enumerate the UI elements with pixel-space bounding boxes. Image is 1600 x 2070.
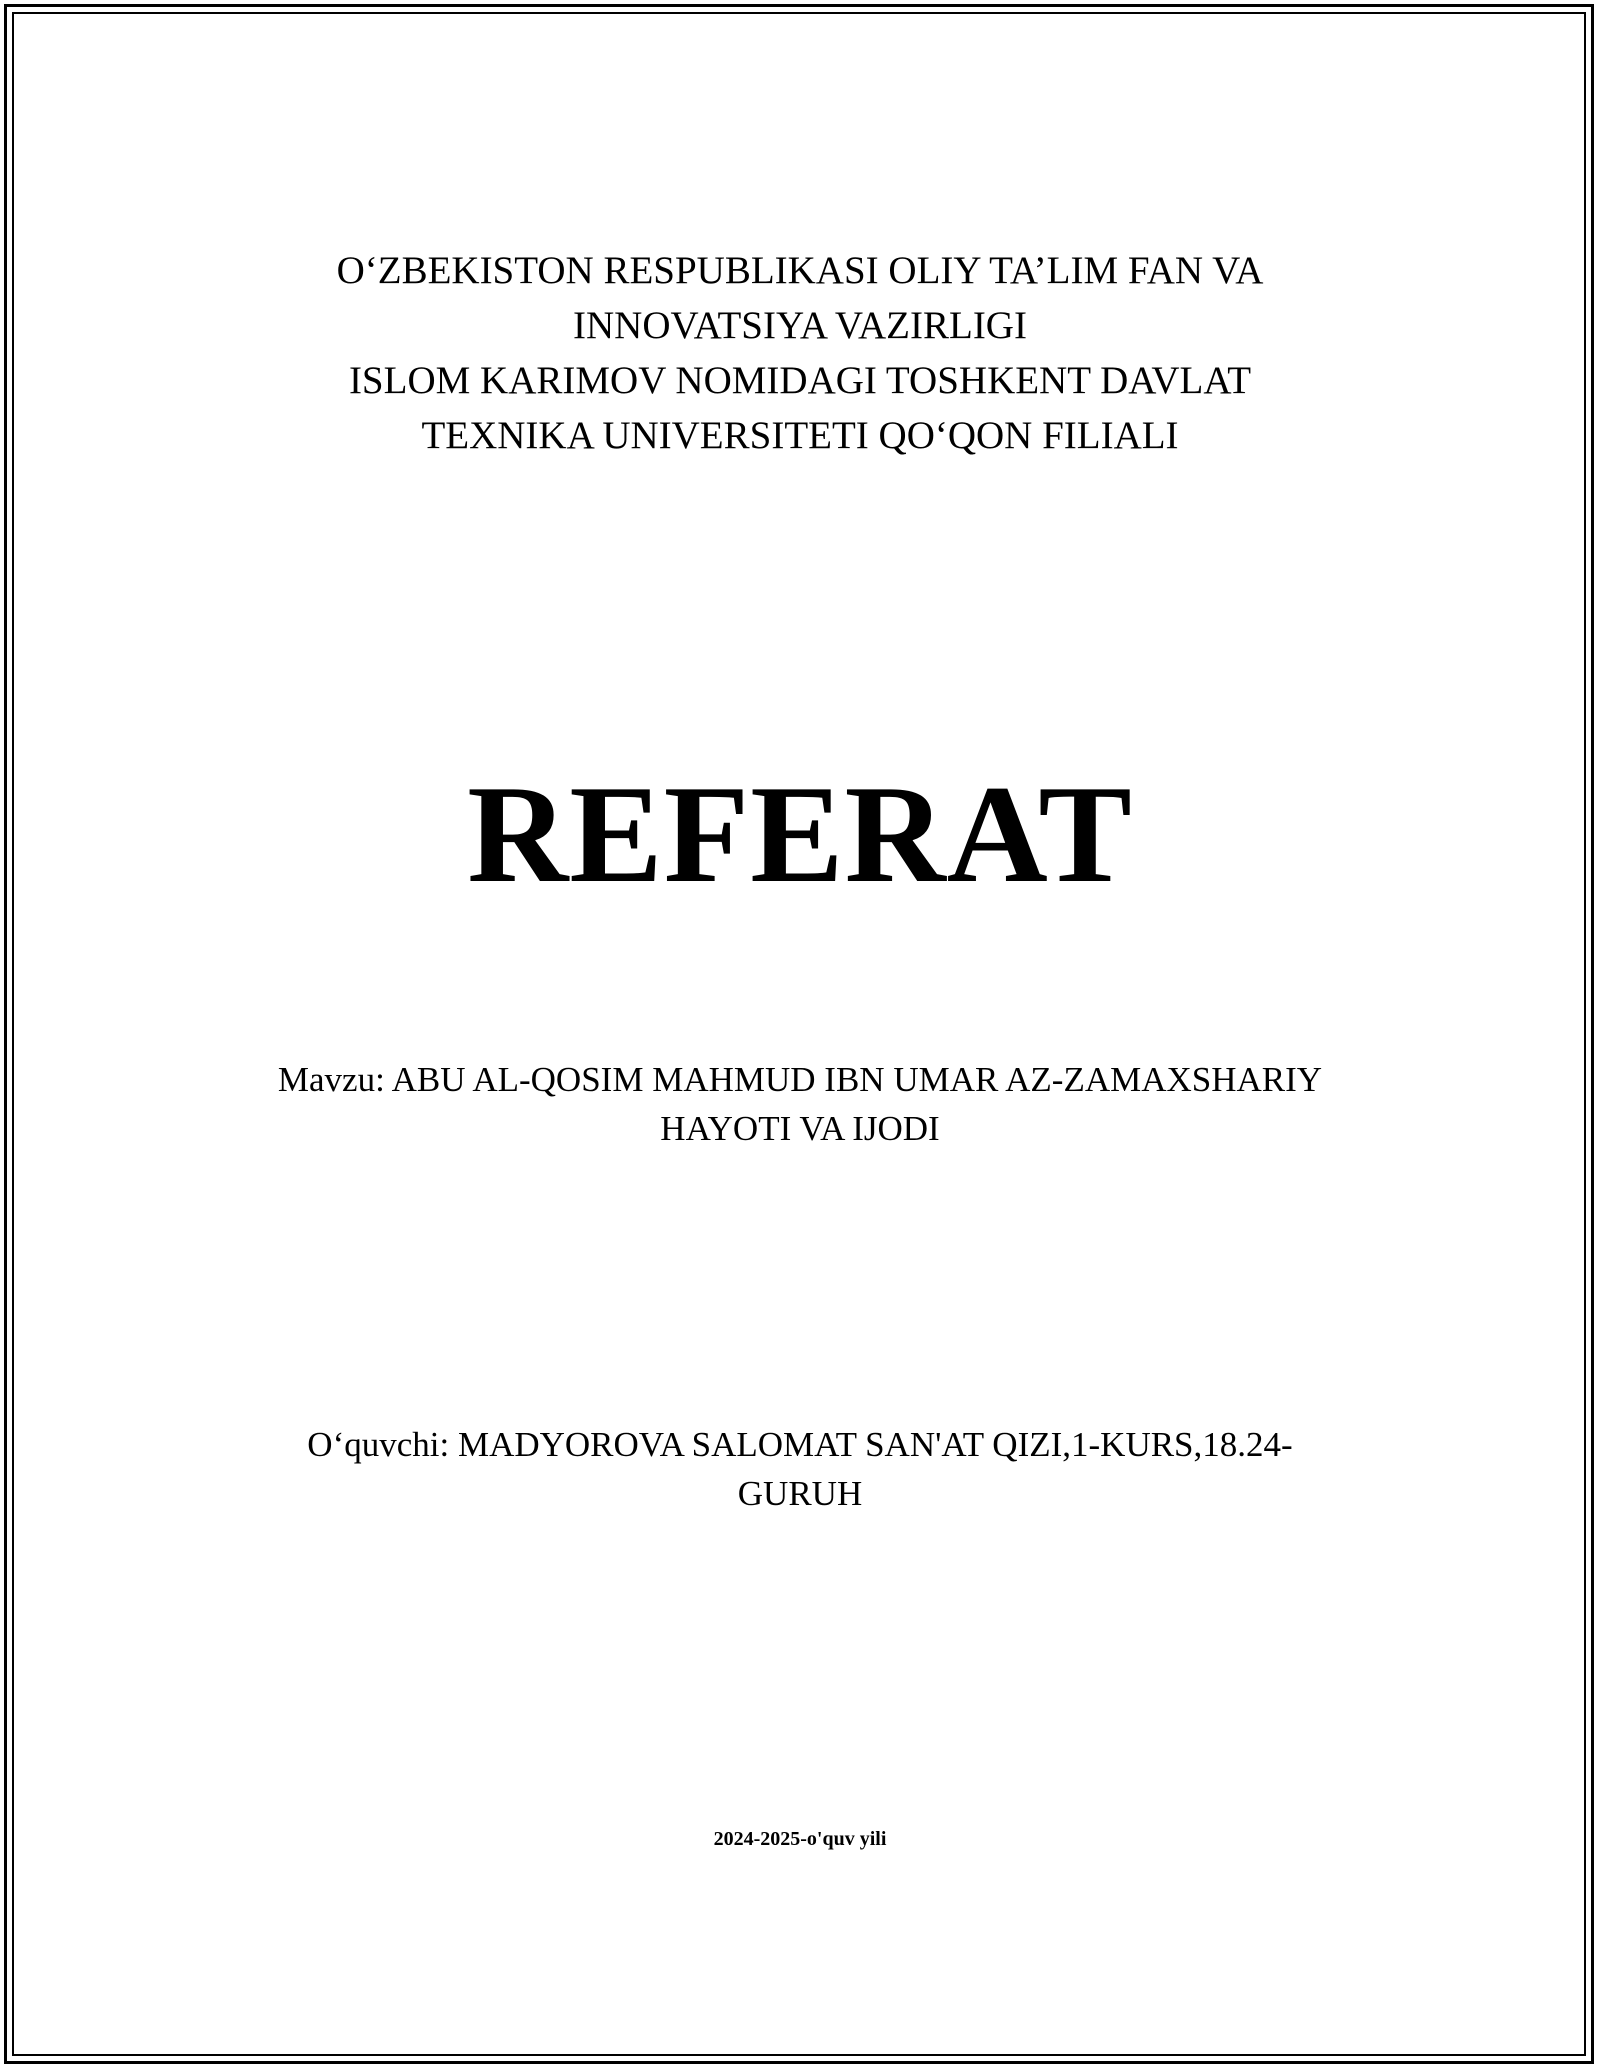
ministry-line-1: O‘ZBEKISTON RESPUBLIKASI OLIY TA’LIM FAN VA — [336, 249, 1264, 292]
ministry-header — [0, 243, 1600, 463]
academic-year: 2024-2025-o'quv yili — [713, 1828, 887, 1850]
student-block — [0, 1420, 1600, 1518]
student-line-1: O‘quvchi: MADYOROVA SALOMAT SAN'AT QIZI,1-KURS,18.24- — [307, 1425, 1293, 1464]
topic-line-1: Mavzu: ABU AL-QOSIM MAHMUD IBN UMAR AZ-ZAMAXSHARIY — [277, 1060, 1323, 1099]
student-line-2: GURUH — [737, 1474, 863, 1513]
ministry-line-2: INNOVATSIYA VAZIRLIGI — [573, 304, 1027, 347]
document-title: REFERAT — [467, 757, 1133, 912]
university-line-1: ISLOM KARIMOV NOMIDAGI TOSHKENT DAVLAT — [348, 359, 1252, 402]
topic-line-2: HAYOTI VA IJODI — [660, 1109, 940, 1148]
topic-block — [0, 1055, 1600, 1153]
university-line-2: TEXNIKA UNIVERSITETI QO‘QON FILIALI — [421, 414, 1179, 457]
